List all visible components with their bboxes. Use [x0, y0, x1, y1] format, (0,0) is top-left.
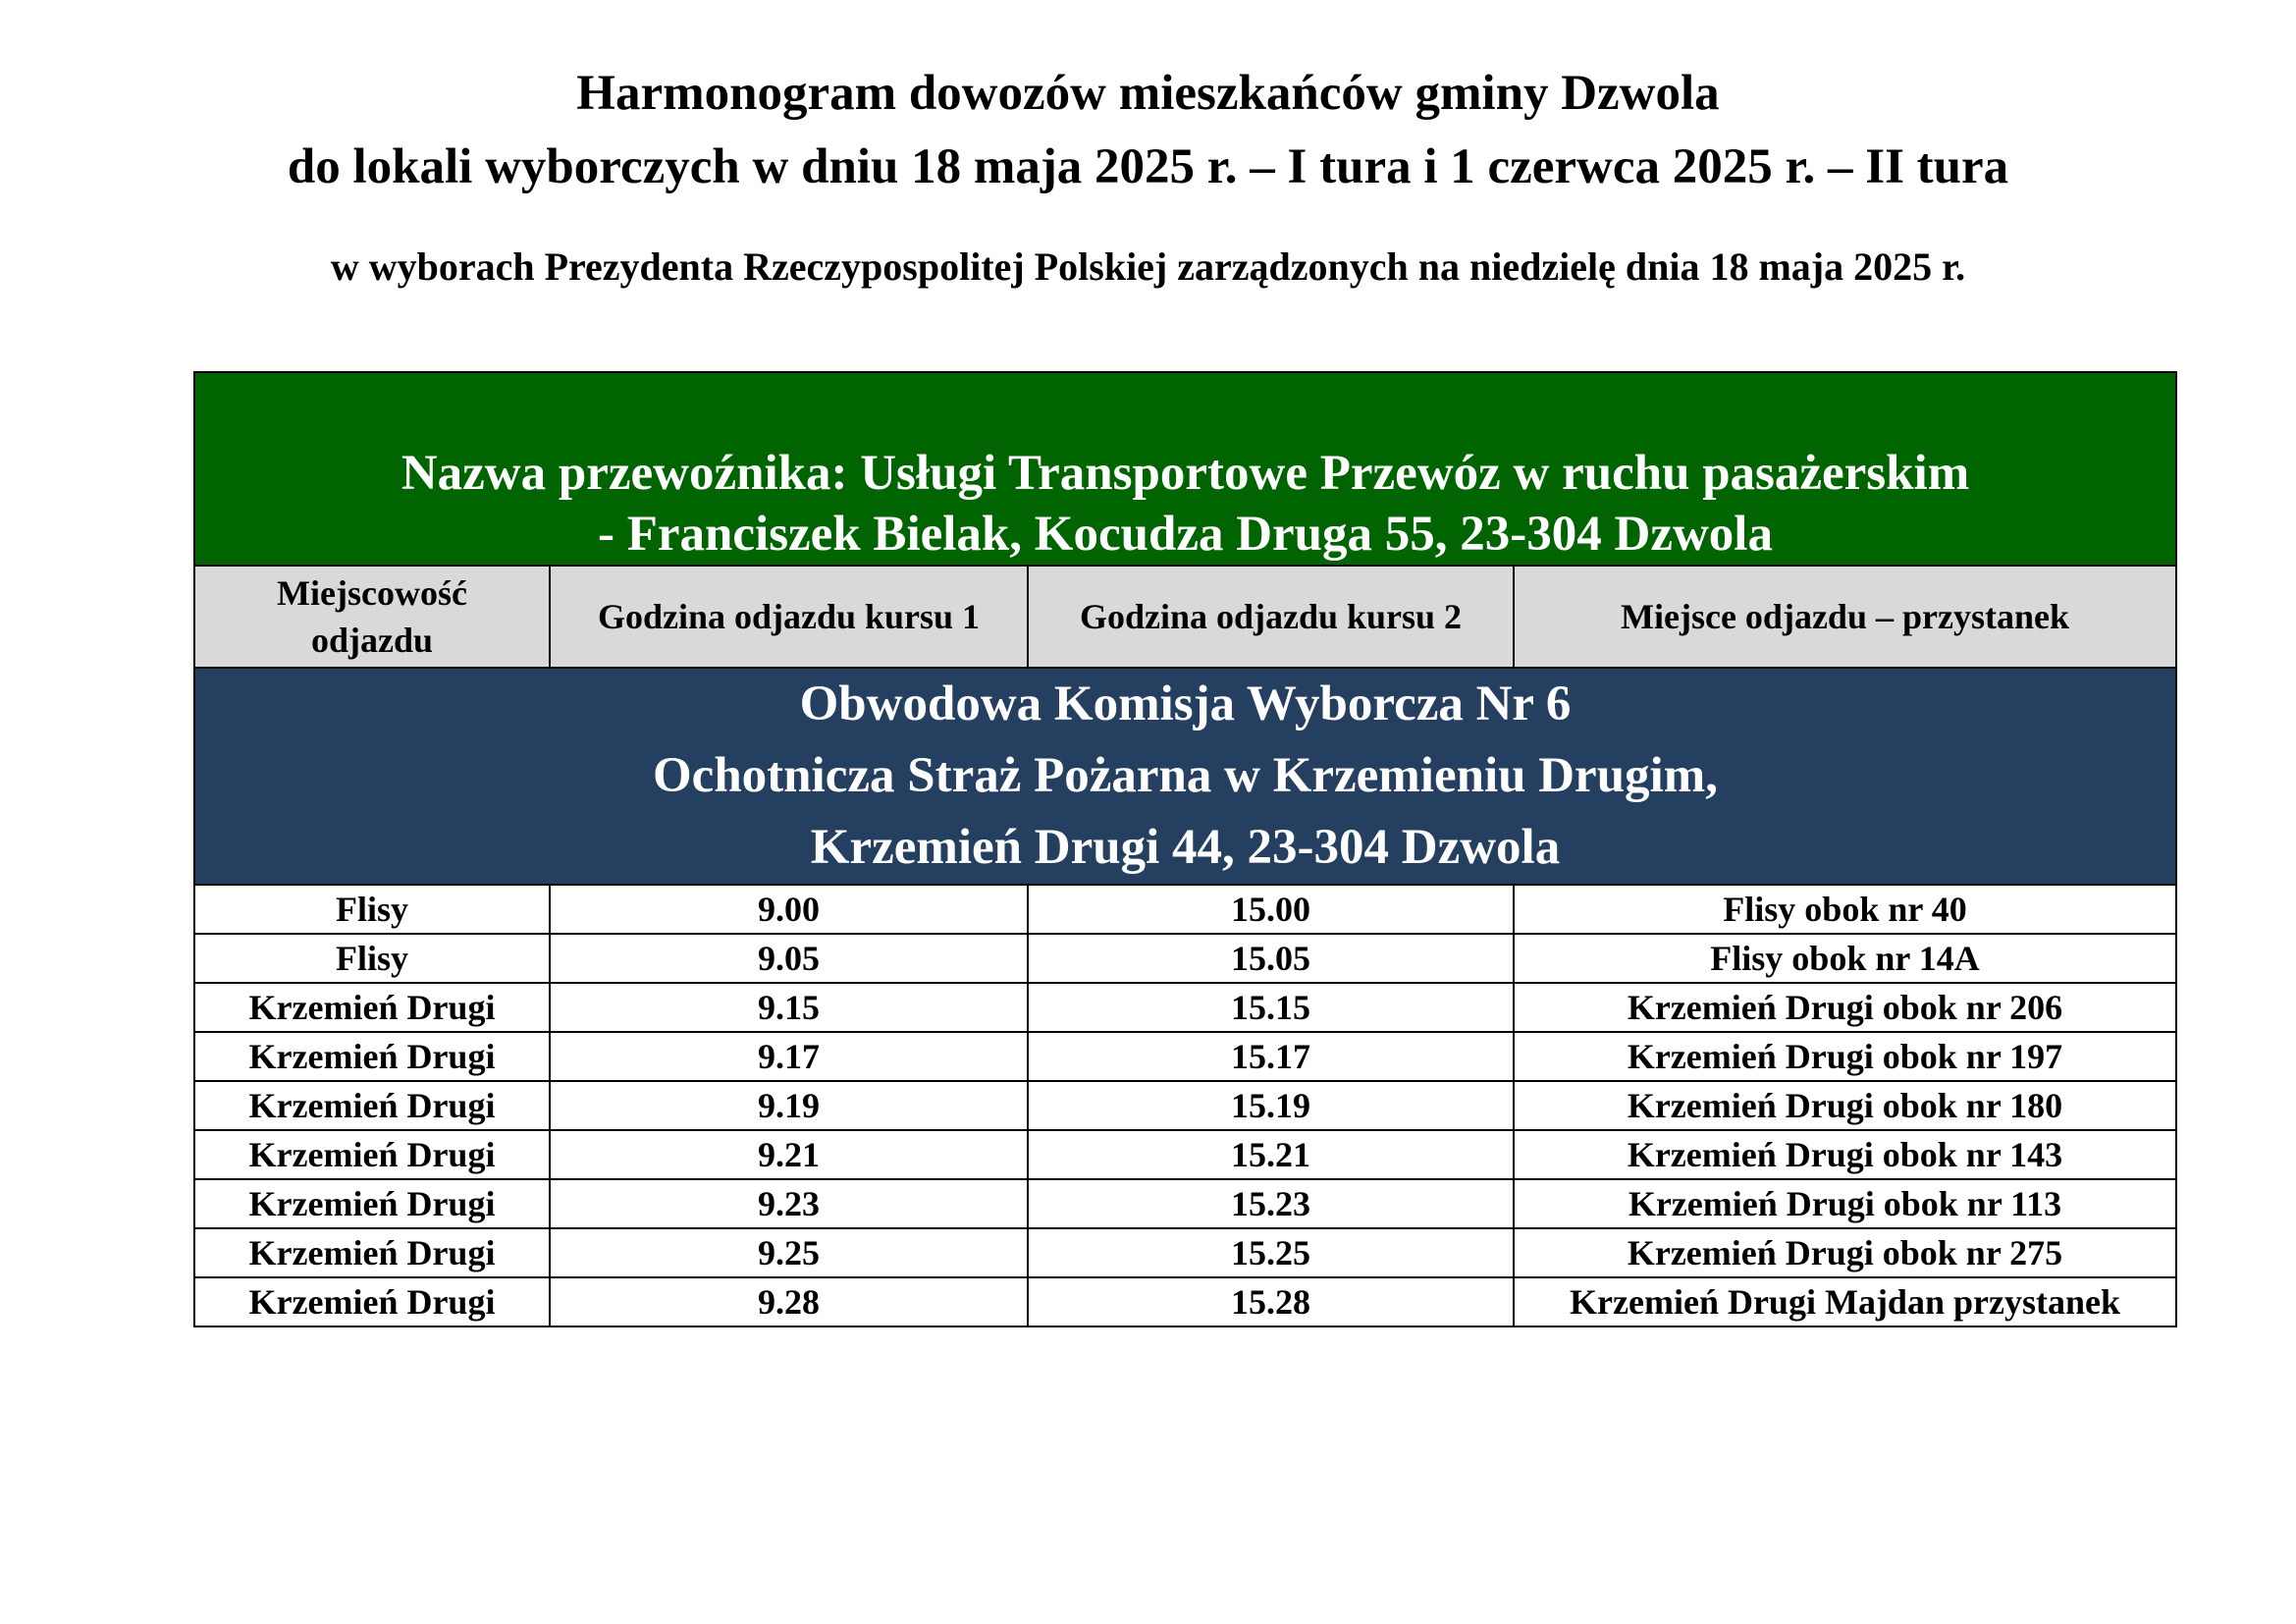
column-header-departure-2: Godzina odjazdu kursu 2 [1028, 566, 1514, 668]
table-row [194, 1277, 2176, 1326]
cell-stop: Krzemień Drugi obok nr 143 [1514, 1130, 2176, 1179]
cell-departure-2: 15.28 [1028, 1277, 1514, 1326]
column-header-locality: Miejscowość odjazdu [194, 566, 550, 668]
cell-stop: Krzemień Drugi obok nr 275 [1514, 1228, 2176, 1277]
cell-departure-2: 15.05 [1028, 934, 1514, 983]
carrier-banner [194, 372, 2176, 566]
cell-stop: Krzemień Drugi obok nr 180 [1514, 1081, 2176, 1130]
cell-departure-1: 9.19 [550, 1081, 1028, 1130]
cell-departure-2: 15.25 [1028, 1228, 1514, 1277]
commission-row [194, 668, 2176, 885]
table-row [194, 885, 2176, 934]
cell-locality: Krzemień Drugi [194, 1032, 550, 1081]
cell-stop: Krzemień Drugi obok nr 113 [1514, 1179, 2176, 1228]
column-header-departure-1: Godzina odjazdu kursu 1 [550, 566, 1028, 668]
column-header-stop: Miejsce odjazdu – przystanek [1514, 566, 2176, 668]
table-row [194, 983, 2176, 1032]
title-line-1: Harmonogram dowozów mieszkańców gminy Dzwola [576, 66, 1720, 121]
document-subtitle: w wyborach Prezydenta Rzeczypospolitej Polskiej zarządzonych na niedzielę dnia 18 maja 2025 r. [330, 244, 1966, 289]
cell-stop: Krzemień Drugi Majdan przystanek [1514, 1277, 2176, 1326]
table-row [194, 934, 2176, 983]
cell-departure-2: 15.00 [1028, 885, 1514, 934]
cell-departure-1: 9.23 [550, 1179, 1028, 1228]
cell-locality: Krzemień Drugi [194, 1179, 550, 1228]
cell-departure-2: 15.23 [1028, 1179, 1514, 1228]
carrier-row [194, 372, 2176, 566]
cell-locality: Krzemień Drugi [194, 1081, 550, 1130]
carrier-name-line-2: - Franciszek Bielak, Kocudza Druga 55, 23-304 Dzwola [598, 507, 1773, 562]
cell-locality: Flisy [194, 934, 550, 983]
cell-departure-2: 15.21 [1028, 1130, 1514, 1179]
cell-locality: Krzemień Drugi [194, 1228, 550, 1277]
commission-line-2: Ochotnicza Straż Pożarna w Krzemieniu Drugim, [653, 748, 1718, 803]
table-row [194, 1228, 2176, 1277]
commission-banner [194, 668, 2176, 885]
cell-departure-1: 9.21 [550, 1130, 1028, 1179]
table-row [194, 1179, 2176, 1228]
cell-departure-1: 9.15 [550, 983, 1028, 1032]
cell-departure-2: 15.15 [1028, 983, 1514, 1032]
document-title [0, 57, 2296, 204]
cell-departure-1: 9.28 [550, 1277, 1028, 1326]
carrier-name-line-1: Nazwa przewoźnika: Usługi Transportowe Przewóz w ruchu pasażerskim [400, 446, 1970, 501]
cell-departure-1: 9.17 [550, 1032, 1028, 1081]
cell-locality: Flisy [194, 885, 550, 934]
cell-stop: Flisy obok nr 40 [1514, 885, 2176, 934]
title-line-2: do lokali wyborczych w dniu 18 maja 2025 r. – I tura i 1 czerwca 2025 r. – II tura [287, 139, 2009, 194]
cell-departure-2: 15.19 [1028, 1081, 1514, 1130]
cell-locality: Krzemień Drugi [194, 1277, 550, 1326]
table-row [194, 1032, 2176, 1081]
cell-stop: Krzemień Drugi obok nr 197 [1514, 1032, 2176, 1081]
cell-locality: Krzemień Drugi [194, 983, 550, 1032]
table-row [194, 1130, 2176, 1179]
column-header-row [194, 566, 2176, 668]
cell-stop: Krzemień Drugi obok nr 206 [1514, 983, 2176, 1032]
cell-locality: Krzemień Drugi [194, 1130, 550, 1179]
cell-departure-1: 9.00 [550, 885, 1028, 934]
commission-line-3: Krzemień Drugi 44, 23-304 Dzwola [810, 820, 1561, 875]
cell-departure-2: 15.17 [1028, 1032, 1514, 1081]
cell-stop: Flisy obok nr 14A [1514, 934, 2176, 983]
cell-departure-1: 9.05 [550, 934, 1028, 983]
commission-line-1: Obwodowa Komisja Wyborcza Nr 6 [799, 677, 1572, 731]
cell-departure-1: 9.25 [550, 1228, 1028, 1277]
table-row [194, 1081, 2176, 1130]
schedule-table [193, 371, 2177, 1327]
